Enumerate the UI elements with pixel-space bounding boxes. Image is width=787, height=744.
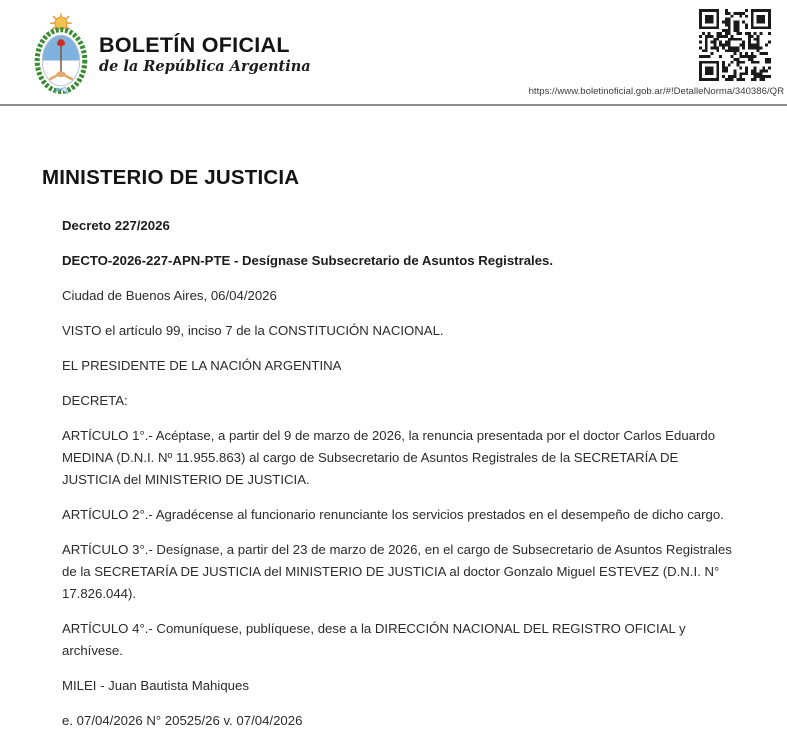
qr-code-icon [699,9,771,81]
brand-title: BOLETÍN OFICIAL [99,33,290,57]
brand-subtitle: de la República Argentina [99,58,311,75]
argentina-coat-of-arms-icon [27,13,95,94]
paragraph-visto: VISTO el artículo 99, inciso 7 de la CONSTITUCIÓN NACIONAL. [62,323,444,338]
brand [99,33,311,75]
paragraph-articulo-1: ARTÍCULO 1°.- Acéptase, a partir del 9 de marzo de 2026, la renuncia presentada por el doctor Carlos Eduardo MEDINA (D.N.I. Nº 11.955.863) al cargo de Subsecretario de Asuntos Registrales de la SECRETARÍA DE JUSTICIA del MINISTERIO DE JUSTICIA. [62,428,716,487]
decree-document [42,166,734,744]
paragraph-city-date: Ciudad de Buenos Aires, 06/04/2026 [62,288,277,303]
decree-subject: DECTO-2026-227-APN-PTE - Desígnase Subsecretario de Asuntos Registrales. [62,253,554,268]
paragraph-articulo-4: ARTÍCULO 4°.- Comuníquese, publíquese, dese a la DIRECCIÓN NACIONAL DEL REGISTRO OFICIAL y archívese. [62,621,686,658]
paragraph-decreta: DECRETA: [62,393,128,408]
paragraph-articulo-3: ARTÍCULO 3°.- Desígnase, a partir del 23 de marzo de 2026, en el cargo de Subsecretario de Asuntos Registrales de la SECRETARÍA DE JUSTICIA del MINISTERIO DE JUSTICIA al doctor Gonzalo Miguel ESTEVEZ (D.N.I. N° 17.826.044). [62,542,732,601]
qr-url: https://www.boletinoficial.gob.ar/#!DetalleNorma/340386/QR [528,86,784,97]
page-title: MINISTERIO DE JUSTICIA [42,166,300,189]
paragraph-president: EL PRESIDENTE DE LA NACIÓN ARGENTINA [62,358,342,373]
paragraph-signature: MILEI - Juan Bautista Mahiques [62,678,249,693]
header-divider [0,104,787,106]
decree-number: Decreto 227/2026 [62,218,170,233]
paragraph-articulo-2: ARTÍCULO 2°.- Agradécense al funcionario renunciante los servicios prestados en el desempeño de dicho cargo. [62,507,724,522]
paragraph-publication-info: e. 07/04/2026 N° 20525/26 v. 07/04/2026 [62,713,303,728]
